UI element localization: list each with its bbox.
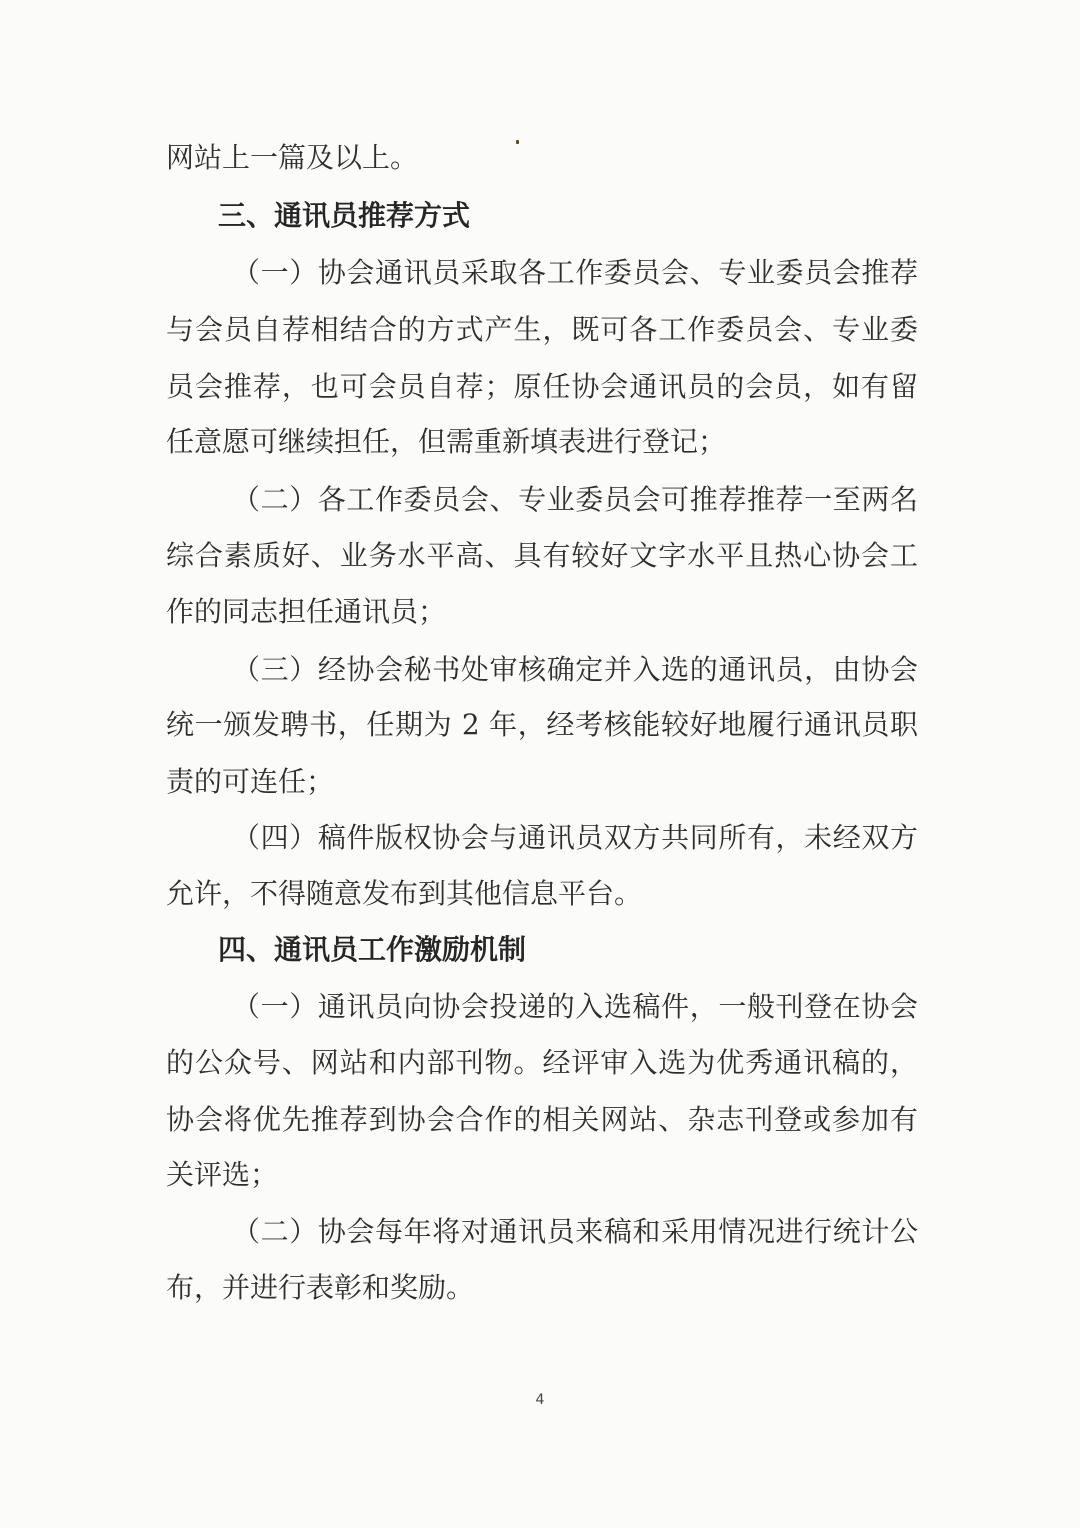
text-line: 作的同志担任通讯员；	[166, 595, 447, 628]
text-line: 统一颁发聘书，任期为 2 年，经考核能较好地履行通讯员职	[166, 708, 918, 741]
text-line: 的公众号、网站和内部刊物。经评审入选为优秀通讯稿的，	[166, 1046, 918, 1079]
text-line: （三）经协会秘书处审核确定并入选的通讯员，由协会	[232, 653, 918, 686]
text-line: （二）各工作委员会、专业委员会可推荐推荐一至两名	[232, 483, 918, 516]
text-line: 允许，不得随意发布到其他信息平台。	[166, 877, 643, 910]
text-line: 网站上一篇及以上。	[166, 141, 419, 174]
text-line: 协会将优先推荐到协会合作的相关网站、杂志刊登或参加有	[166, 1103, 918, 1136]
section-heading-3: 三、通讯员推荐方式	[218, 199, 471, 232]
section-heading-4: 四、通讯员工作激励机制	[218, 933, 527, 966]
text-line: （一）协会通讯员采取各工作委员会、专业委员会推荐	[232, 256, 918, 289]
text-line: （四）稿件版权协会与通讯员双方共同所有，未经双方	[232, 821, 918, 854]
text-line: 与会员自荐相结合的方式产生，既可各工作委员会、专业委	[166, 313, 918, 346]
text-line: 关评选；	[166, 1158, 279, 1191]
text-line: （二）协会每年将对通讯员来稿和采用情况进行统计公	[232, 1215, 918, 1248]
text-line: 布，并进行表彰和奖励。	[166, 1271, 475, 1304]
text-line: 责的可连任；	[166, 765, 335, 798]
text-line: （一）通讯员向协会投递的入选稿件，一般刊登在协会	[232, 990, 918, 1023]
text-line: 任意愿可继续担任，但需重新填表进行登记；	[166, 425, 727, 458]
page-number: 4	[535, 1392, 545, 1408]
text-line: 员会推荐，也可会员自荐；原任协会通讯员的会员，如有留	[166, 370, 918, 403]
text-line: 综合素质好、业务水平高、具有较好文字水平且热心协会工	[166, 539, 918, 572]
